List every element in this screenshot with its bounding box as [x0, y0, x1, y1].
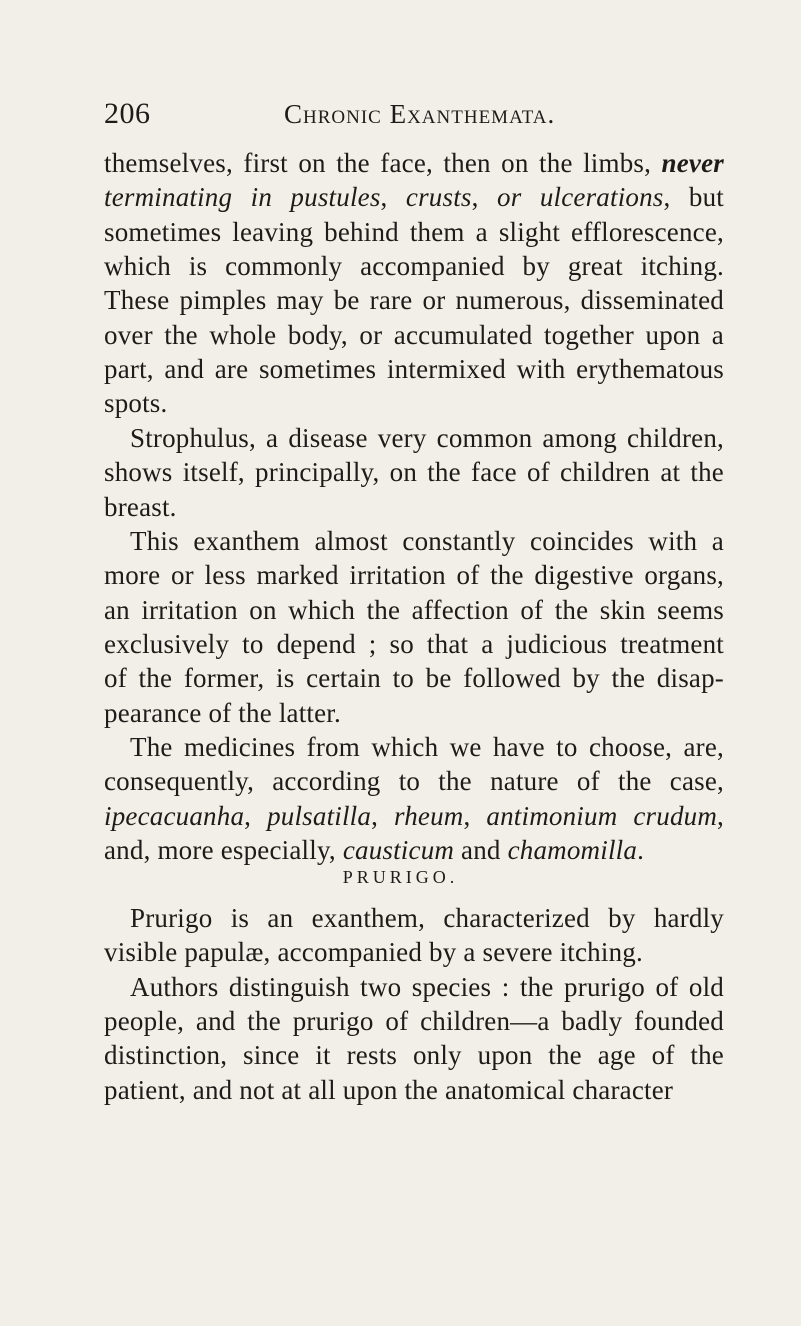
emphasized-text: crusts — [405, 182, 472, 213]
text-segment: These pimples may be rare or numerous, disseminated — [104, 285, 724, 316]
text-segment: an irritation on which the affection of the skin seems — [104, 594, 724, 625]
text-segment: exclusively to depend ; so that a judicious treatment — [104, 628, 724, 659]
text-segment: , — [371, 800, 394, 831]
text-line — [104, 558, 724, 592]
text-line — [104, 1073, 724, 1107]
text-line — [104, 318, 724, 352]
emphasized-text: or ulcerations — [497, 182, 664, 213]
text-line — [104, 1004, 724, 1038]
text-segment: which is commonly accompanied by great itching. — [104, 251, 724, 282]
text-segment: part, and are sometimes intermixed with erythematous — [104, 354, 724, 385]
section-heading-prurigo: PRURIGO. — [342, 867, 459, 887]
text-segment: consequently, according to the nature of the case, — [104, 766, 724, 797]
text-line — [104, 352, 724, 386]
text-segment: , — [471, 182, 497, 213]
text-segment: and — [454, 835, 508, 865]
text-segment: This exanthem almost constantly coincides with a — [130, 525, 724, 556]
text-segment: Strophulus, a disease very common among children, — [130, 422, 724, 453]
text-line — [104, 1038, 724, 1072]
emphasized-text: causticum — [342, 835, 455, 865]
emphasized-text: antimonium crudum — [486, 800, 718, 831]
text-segment: themselves, first on the face, then on the limbs, — [104, 148, 662, 178]
text-segment: Prurigo is an exanthem, characterized by hardly — [130, 903, 724, 933]
text-line — [130, 730, 724, 764]
text-line — [130, 901, 724, 935]
page-header — [104, 94, 724, 134]
page-number: 206 — [104, 97, 151, 130]
text-segment: shows itself, principally, on the face of children at the — [104, 457, 724, 488]
text-segment: people, and the prurigo of children—a badly founded — [104, 1006, 724, 1037]
emphasized-text: never — [661, 148, 724, 178]
text-line — [104, 661, 724, 695]
emphasized-text: terminating in pustules — [104, 182, 381, 213]
text-line — [130, 524, 724, 558]
text-line — [104, 249, 724, 283]
text-line — [104, 283, 724, 317]
emphasized-text: chamomilla — [507, 835, 638, 865]
running-title: Chronic Exanthemata. — [284, 99, 556, 129]
emphasized-text: rheum — [393, 800, 464, 831]
text-segment: and, more especially, — [104, 835, 343, 865]
text-segment: spots. — [104, 388, 168, 419]
text-segment: patient, and not at all upon the anatomical character — [104, 1074, 674, 1105]
text-line — [104, 180, 724, 214]
text-segment: , — [380, 182, 406, 213]
text-line — [104, 455, 724, 489]
text-segment: , — [244, 800, 268, 831]
text-line — [104, 833, 724, 867]
text-segment: breast. — [104, 491, 177, 522]
text-line — [104, 935, 724, 969]
text-line — [104, 593, 724, 627]
text-line — [104, 386, 724, 420]
text-segment: , — [463, 800, 487, 831]
text-segment: , — [717, 800, 724, 831]
text-line — [104, 627, 724, 661]
emphasized-text: ipecacuanha — [104, 800, 245, 831]
text-segment: visible papulæ, accompanied by a severe itching. — [104, 937, 643, 968]
text-line — [104, 490, 724, 524]
text-line — [104, 696, 724, 730]
text-line — [130, 421, 724, 455]
text-segment: The medicines from which we have to choose, are, — [130, 731, 724, 762]
text-segment: more or less marked irritation of the digestive organs, — [104, 560, 724, 591]
text-segment: distinction, since it rests only upon the age of the — [104, 1040, 724, 1071]
text-segment: sometimes leaving behind them a slight efflorescence, — [104, 216, 724, 247]
emphasized-text: pulsatilla — [267, 800, 372, 831]
text-segment: over the whole body, or accumulated together upon a — [104, 319, 724, 350]
text-line — [130, 970, 724, 1004]
text-segment: of the former, is certain to be followed by the disap- — [104, 663, 724, 694]
text-line — [104, 215, 724, 249]
text-segment: , but — [663, 182, 724, 213]
text-line — [104, 764, 724, 798]
text-segment: Authors distinguish two species : the prurigo of old — [130, 971, 724, 1002]
text-segment: pearance of the latter. — [104, 697, 341, 728]
text-segment: . — [637, 835, 645, 865]
text-line — [104, 799, 724, 833]
text-line — [104, 146, 724, 180]
